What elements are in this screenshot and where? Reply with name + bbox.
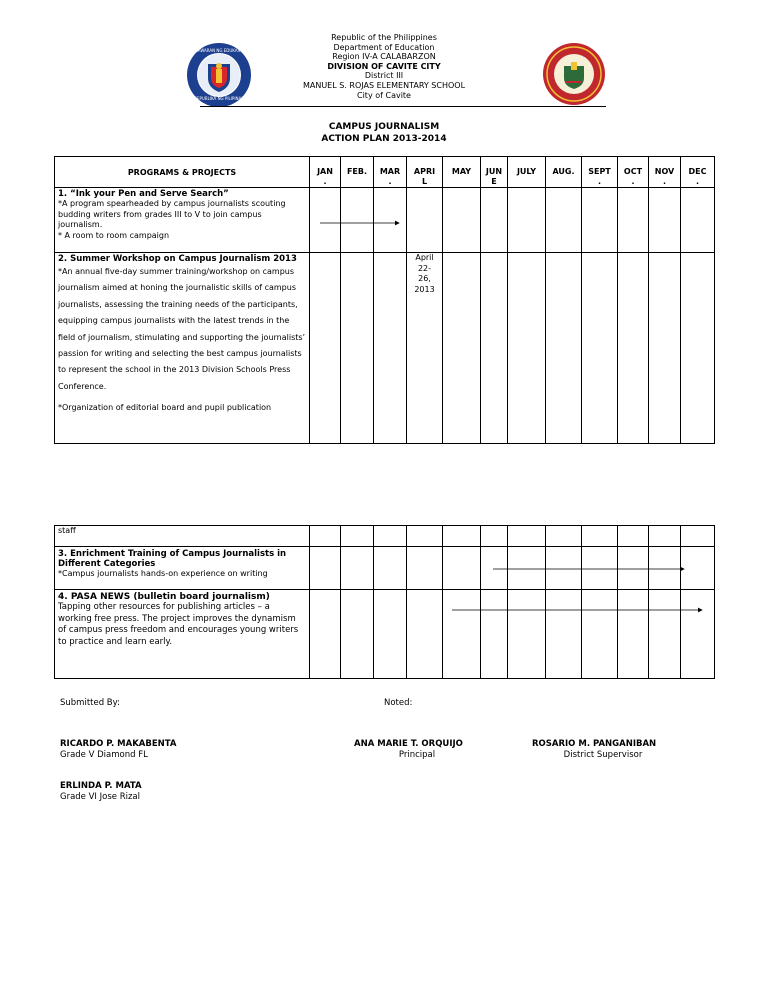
month-mar-label2: .	[388, 177, 392, 186]
signatory-2-role: Grade VI Jose Rizal	[60, 792, 141, 802]
month-apr-label2: L	[421, 177, 428, 186]
program-2-title: 2. Summer Workshop on Campus Journalism 2013	[58, 254, 297, 264]
noted-2-role: District Supervisor	[563, 750, 643, 760]
month-mar-label: MAR	[379, 167, 401, 176]
noted-1-name: ANA MARIE T. ORQUIJO	[354, 739, 463, 749]
program-1-title: 1. “Ink your Pen and Serve Search”	[58, 189, 229, 199]
month-jan-label2: .	[323, 177, 327, 186]
program-2-date-line1: April	[415, 253, 434, 262]
noted-1-role: Principal	[398, 750, 436, 760]
signatory-1-name: RICARDO P. MAKABENTA	[60, 739, 177, 749]
program-2-continued: staff	[55, 526, 310, 547]
month-dec-label2: .	[695, 177, 700, 186]
program-2-desc: *An annual five-day summer training/workshop on campus journalism aimed at honing the journalistic skills of campus journalists, assessing the training needs of the participants, equipping campus journalists with the latest trends in the field of journalism, stimulating and supporting the journalists’ passion for writing and selecting the best campus journalists to represent the school in the 2013 Division Schools Press Conference.	[58, 267, 306, 391]
month-oct-label2: .	[631, 177, 635, 186]
program-1-desc2: * A room to room campaign	[58, 230, 170, 240]
noted-label: Noted:	[384, 698, 413, 708]
program-4-title: 4. PASA NEWS (bulletin board journalism)	[58, 592, 270, 602]
noted-2-name: ROSARIO M. PANGANIBAN	[532, 739, 657, 749]
header-line-4: DIVISION OF CAVITE CITY	[327, 61, 441, 71]
header-line-3: Region IV-A CALABARZON	[332, 52, 436, 62]
programs-header: PROGRAMS & PROJECTS	[55, 157, 310, 188]
signatory-1-role: Grade V Diamond FL	[60, 750, 148, 760]
month-oct-label: OCT	[623, 167, 643, 176]
signatory-2-name: ERLINDA P. MATA	[60, 781, 142, 791]
document-title: CAMPUS JOURNALISM	[328, 122, 440, 132]
header-line-1: Republic of the Philippines	[331, 33, 437, 42]
month-jul-label: JULY	[516, 167, 537, 176]
program-2-extra: *Organization of editorial board and pupil publication	[58, 403, 272, 413]
header-line-7: City of Cavite	[357, 90, 411, 100]
month-aug-label: AUG.	[552, 167, 575, 176]
program-3-title: 3. Enrichment Training of Campus Journalists in Different Categories	[58, 549, 287, 569]
month-dec-label: DEC	[688, 167, 707, 176]
document-subtitle: ACTION PLAN 2013-2014	[321, 133, 447, 144]
month-may-label: MAY	[451, 167, 472, 176]
program-2-date-line3: 26,	[418, 274, 431, 283]
program-4-desc: Tapping other resources for publishing articles – a working free press. The project improves the dynamism of campus press freedom and encourages young writers to practice and learn early.	[58, 602, 299, 647]
program-2-date-line4: 2013	[414, 284, 435, 294]
header-line-6: MANUEL S. ROJAS ELEMENTARY SCHOOL	[302, 81, 466, 90]
deped-seal-bottom-text: REPUBLIKA NG PILIPINAS	[194, 96, 244, 101]
month-jun-label: JUN	[485, 167, 503, 176]
program-1-desc: *A program spearheaded by campus journalists scouting budding writers from grades III to V to join campus journalism.	[58, 199, 286, 229]
month-jan-label: JAN	[317, 167, 333, 176]
submitted-by-label: Submitted By:	[60, 698, 120, 708]
header-line-2: Department of Education	[333, 42, 435, 52]
program-3-desc: *Campus journalists hands-on experience on writing	[58, 569, 268, 578]
month-feb-label: FEB.	[346, 167, 368, 176]
month-sep-label2: .	[597, 177, 602, 186]
month-nov-label: NOV	[654, 167, 675, 176]
program-2-date-line2: 22-	[417, 263, 432, 273]
month-apr-label: APRI	[413, 167, 436, 176]
header-line-5: District III	[364, 71, 404, 81]
month-sep-label: SEPT	[588, 167, 611, 176]
month-jun-label2: E	[491, 177, 497, 186]
deped-seal-top-text: KAGAWARAN NG EDUKASYON	[189, 48, 249, 53]
month-nov-label2: .	[662, 177, 667, 186]
